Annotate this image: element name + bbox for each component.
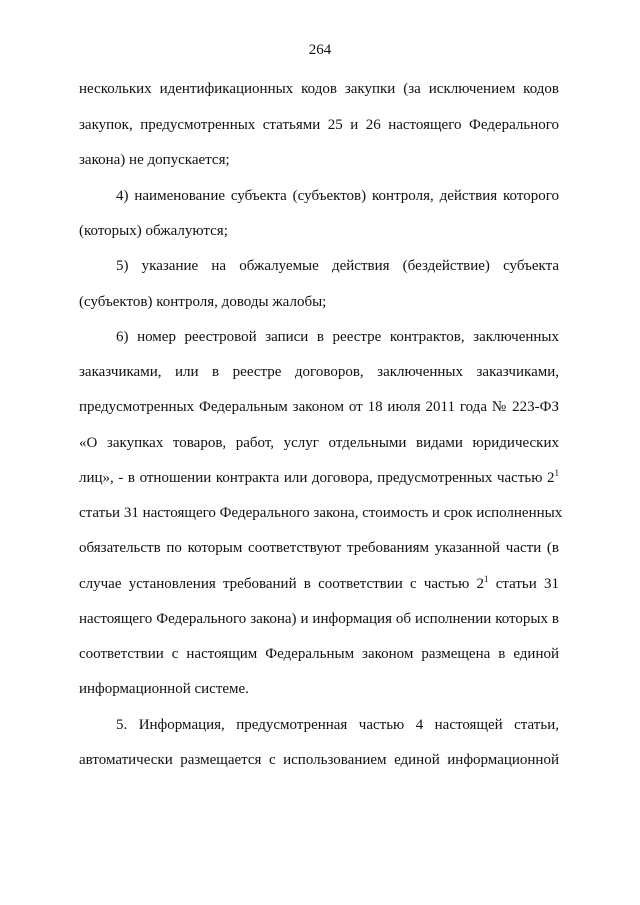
- text-line: автоматически размещается с использованием единой информационной: [79, 752, 559, 768]
- text-line: [79, 469, 559, 487]
- text-line: 6) номер реестровой записи в реестре контрактов, заключенных: [116, 329, 559, 345]
- superscript: 1: [554, 468, 559, 478]
- text-line: 5) указание на обжалуемые действия (бездействие) субъекта: [116, 258, 559, 274]
- text-line: настоящего Федерального закона) и информация об исполнении которых в: [79, 611, 559, 627]
- text-line: [79, 575, 559, 593]
- text-line: «О закупках товаров, работ, услуг отдельными видами юридических: [79, 435, 559, 451]
- text-line: заказчиками, или в реестре договоров, заключенных заказчиками,: [79, 364, 559, 380]
- text-line: закупок, предусмотренных статьями 25 и 26 настоящего Федерального: [79, 117, 559, 133]
- text-line: нескольких идентификационных кодов закупки (за исключением кодов: [79, 81, 559, 97]
- page-number: 264: [308, 42, 332, 58]
- text-line: обязательств по которым соответствуют требованиям указанной части (в: [79, 540, 559, 556]
- superscript: 1: [484, 574, 489, 584]
- text-fragment: статьи 31: [488, 576, 559, 592]
- text-line: 4) наименование субъекта (субъектов) контроля, действия которого: [116, 188, 559, 204]
- text-fragment: лиц», - в отношении контракта или договора, предусмотренных частью 2: [79, 470, 555, 486]
- text-line: (которых) обжалуются;: [79, 223, 228, 239]
- text-line: предусмотренных Федеральным законом от 18 июля 2011 года № 223-ФЗ: [79, 399, 559, 415]
- text-line: статьи 31 настоящего Федерального закона, стоимость и срок исполненных: [79, 505, 563, 521]
- text-line: (субъектов) контроля, доводы жалобы;: [79, 294, 327, 310]
- text-line: информационной системе.: [79, 681, 249, 697]
- text-line: закона) не допускается;: [79, 152, 230, 168]
- text-fragment: случае установления требований в соответствии с частью 2: [79, 576, 485, 592]
- text-line: соответствии с настоящим Федеральным законом размещена в единой: [79, 646, 559, 662]
- text-line: 5. Информация, предусмотренная частью 4 настоящей статьи,: [116, 717, 559, 733]
